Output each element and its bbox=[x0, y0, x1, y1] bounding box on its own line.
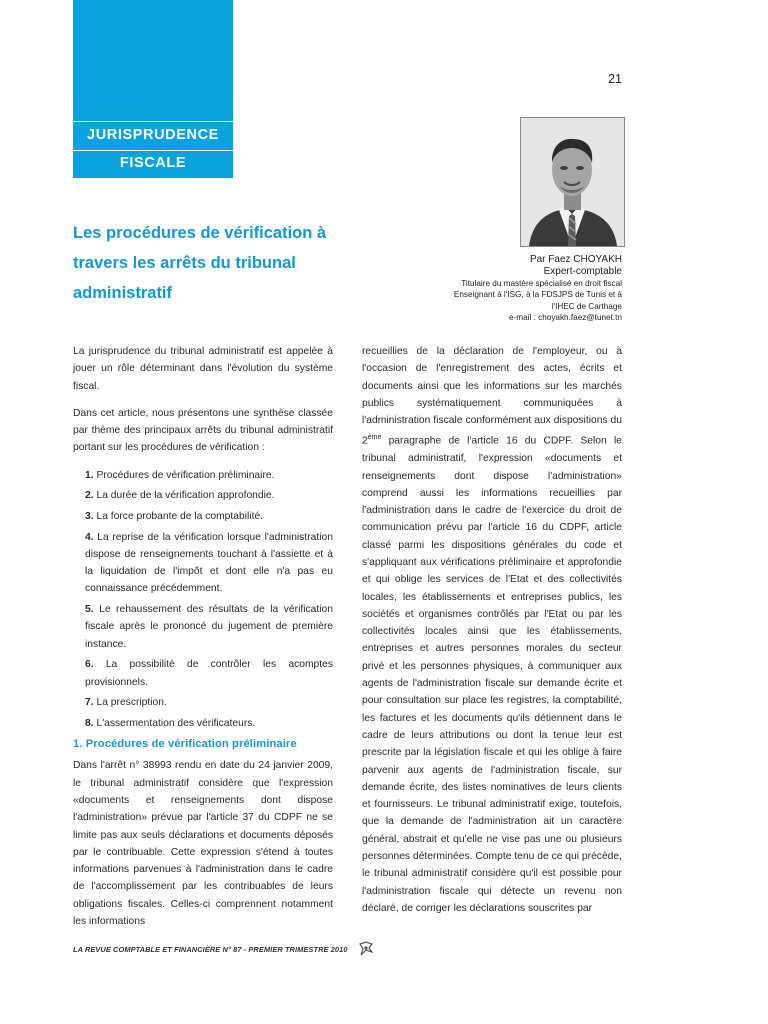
list-item-text: La force probante de la comptabilité. bbox=[96, 510, 264, 522]
intro-paragraph-2: Dans cet article, nous présentons une synthèse classée par thème des principaux arrêts du tribunal administratif portant sur les procédures de vérification : bbox=[73, 407, 333, 454]
intro-paragraph-1: La jurisprudence du tribunal administratif est appelée à jouer un rôle déterminant dans l'évolution du système fiscal. bbox=[73, 346, 333, 392]
list-item bbox=[85, 487, 333, 504]
right-column bbox=[362, 343, 622, 927]
publisher-logo-icon bbox=[357, 940, 375, 963]
list-item bbox=[85, 694, 333, 711]
author-block bbox=[400, 254, 622, 323]
list-item bbox=[85, 601, 333, 653]
section-label-line1: JURISPRUDENCE bbox=[87, 127, 219, 143]
continuation-paragraph bbox=[362, 343, 622, 917]
banner-divider-top bbox=[73, 121, 233, 122]
list-item-number: 7. bbox=[85, 697, 94, 709]
list-item-text: La durée de la vérification approfondie. bbox=[96, 490, 275, 502]
list-item bbox=[85, 529, 333, 598]
topics-list bbox=[73, 467, 333, 732]
list-item-number: 1. bbox=[85, 469, 94, 481]
list-item-text: La prescription. bbox=[96, 697, 167, 709]
author-credential-2: Enseignant à l'ISG, à la FDSJPS de Tunis et à bbox=[453, 290, 622, 300]
footer-publication: LA REVUE COMPTABLE ET FINANCIÈRE N° 87 - PREMIER TRIMESTRE 2010 bbox=[73, 945, 348, 954]
list-item-text: La possibilité de contrôler les acomptes provisionnels. bbox=[85, 659, 333, 688]
author-name: Par Faez CHOYAKH bbox=[529, 254, 622, 265]
list-item-number: 5. bbox=[85, 604, 94, 616]
list-item-text: Procédures de vérification préliminaire. bbox=[96, 469, 275, 481]
left-column bbox=[73, 343, 333, 940]
list-item-number: 4. bbox=[85, 531, 94, 543]
section-heading: 1. Procédures de vérification préliminaire bbox=[73, 738, 297, 751]
banner-divider-bottom bbox=[73, 150, 233, 151]
list-item-number: 8. bbox=[85, 717, 94, 729]
list-item bbox=[85, 508, 333, 525]
article-title: Les procédures de vérification à travers les arrêts du tribunal administratif bbox=[73, 224, 327, 302]
superscript-ordinal: ème bbox=[367, 434, 382, 442]
list-item-number: 3. bbox=[85, 510, 94, 522]
author-photo bbox=[520, 117, 625, 247]
section-1-paragraph: Dans l'arrêt n° 38993 rendu en date du 24 janvier 2009, le tribunal administratif considère que l'expression «documents et renseignements dont dispose l'administration» prévue par l'article 37 du CDPF ne se limite pas aux seuls déclarations et documents déposés par le contribuable. Cette expression s'étend à toutes informations parvenues à l'administration dans le cadre de l'accomplissement par les contribuables de leurs obligations fiscales. Celles-ci comprennent notamment les informations bbox=[73, 760, 333, 927]
list-item-text: Le rehaussement des résultats de la vérification fiscale après le prononcé du jugement de première instance. bbox=[85, 604, 333, 650]
list-item-text: L'assermentation des vérificateurs. bbox=[96, 717, 256, 729]
page-number: 21 bbox=[608, 72, 622, 86]
list-item-number: 2. bbox=[85, 490, 94, 502]
continuation-text-2: paragraphe de l'article 16 du CDPF. Selon le tribunal administratif, l'expression «documents et renseignements dont dispose l'administration» comprend aussi les informations recueillies par l'administration dans le cadre de l'exercice du droit de communication prévu par l'article 16 du CDPF, article classé parmi les dispositions générales du code et s'appliquant aux vérifications préliminaire et approfondie et qui oblige les services de l'Etat et des collectivités locales, les établissements et entreprises publics, les sociétés et organismes contrôlés par l'Etat ou par les collectivités locales ainsi que les établissements, entreprises et autres personnes morales du secteur privé et les personnes physiques, à communiquer aux agents de l'administration fiscale sur demande écrite et pour consultation sur place les registres, la comptabilité, les factures et les documents qu'ils détiennent dans le cadre de leurs attributions ou dont la tenue leur est prescrite par la législation fiscale et qui les oblige à faire parvenir aux agents de l'administration fiscale, sur demande écrite, des listes nominatives de leurs clients et fournisseurs. Le tribunal administratif exige, toutefois, que la demande de l'administration ait un caractère général, abstrait et qu'elle ne vise pas une ou plusieurs personnes déterminées. Compte tenu de ce qui précède, le tribunal administratif considère qu'il est possible pour l'administration fiscale qui détecte un revenu non déclaré, de corriger les déclarations souscrites par bbox=[362, 435, 622, 914]
list-item bbox=[85, 715, 333, 732]
author-credential-1: Titulaire du mastère spécialisé en droit fiscal bbox=[461, 279, 622, 288]
author-email: e-mail : choyakh.faez@tunet.tn bbox=[509, 312, 622, 322]
list-item-number: 6. bbox=[85, 659, 94, 671]
list-item bbox=[85, 656, 333, 691]
continuation-text-1: recueillies de la déclaration de l'employeur, ou à l'occasion de l'enregistrement des actes, écrits et documents ainsi que les informations sur les marchés publics systématiquement communiquées à l'administration fiscale conformément aux dispositions du 2 bbox=[362, 346, 622, 447]
list-item bbox=[85, 467, 333, 484]
section-label-line2: FISCALE bbox=[119, 155, 187, 171]
author-role: Expert-comptable bbox=[543, 266, 622, 277]
author-credential-3: l'IHEC de Carthage bbox=[551, 301, 622, 311]
section-banner bbox=[73, 0, 233, 178]
list-item-text: La reprise de la vérification lorsque l'administration dispose de renseignements touchant à l'assiette et à la liquidation de l'impôt et dont elle n'a pas eu connaissance précédemment. bbox=[85, 531, 333, 595]
